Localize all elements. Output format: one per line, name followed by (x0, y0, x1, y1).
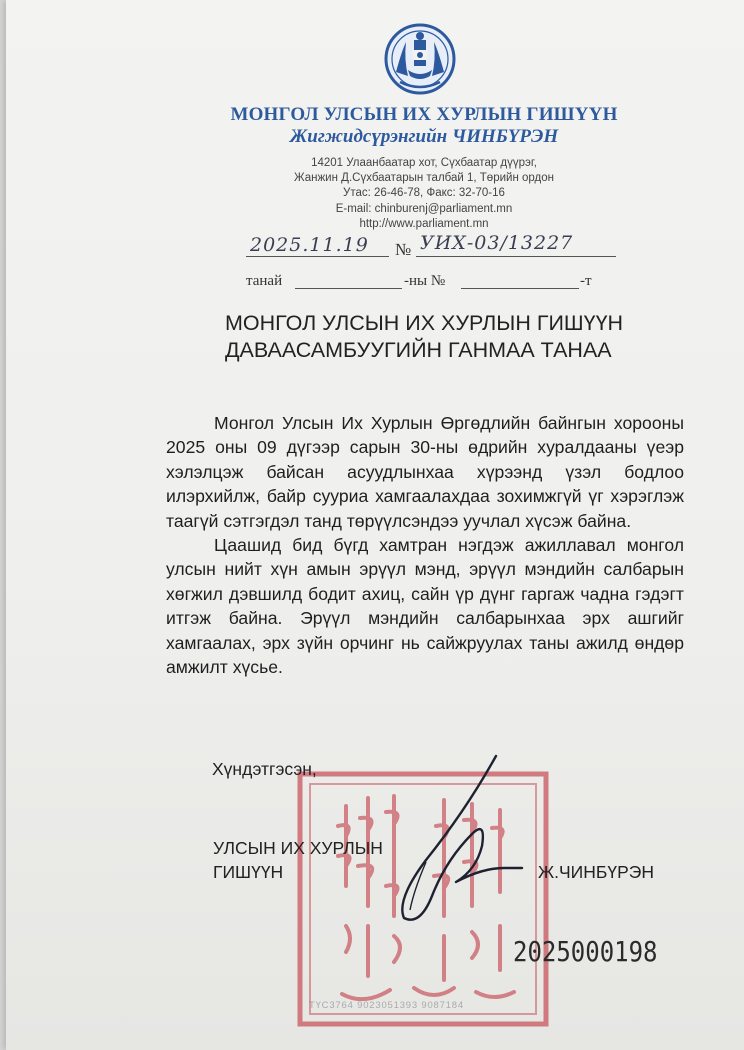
address-line-2: Жанжин Д.Сүхбаатарын талбай 1, Төрийн ордон (294, 172, 554, 185)
email: E-mail: chinburenj@parliament.mn (335, 202, 513, 215)
serial-number: 2025000198 (513, 935, 658, 969)
number-label: № (395, 240, 412, 259)
reply-prefix: танай (246, 273, 283, 289)
body-paragraph-1: Монгол Улсын Их Хурлын Өргөдлийн байнгын хорооны 2025 оны 09 дүгээр сарын 30-ны өдрийн хуралдааны үеэр хэлэлцэж байсан асуудлынхаа хүрээнд үзэл бодлоо илэрхийлж, байр сууриа хамгаалахдаа зохимжгүй үг хэрэглэж таагүй сэтгэгдэл танд төрүүлсэндээ уучлал хүсэж байна. (166, 413, 684, 531)
reply-number-blank (461, 288, 579, 289)
addressee-line-1: МОНГОЛ УЛСЫН ИХ ХУРЛЫН ГИШҮҮН (225, 311, 624, 335)
address-line-1: 14201 Улаанбаатар хот, Сүхбаатар дүүрэг, (311, 157, 537, 169)
addressee-line-2: ДАВААСАМБУУГИЙН ГАНМАА ТАНАА (225, 338, 612, 362)
number-handwritten: УИХ-03/13227 (420, 232, 574, 254)
closing-salutation: Хүндэтгэсэн, (212, 759, 317, 779)
handwritten-signature-icon (386, 750, 526, 930)
signer-title-line-1: УЛСЫН ИХ ХУРЛЫН (213, 838, 383, 858)
reply-suffix: -т (580, 273, 592, 289)
signer-title-line-2: ГИШҮҮН (213, 862, 284, 882)
body-paragraph-2: Цаашид бид бүгд хамтран нэгдэж ажиллавал монгол улсын нийт хүн амын эрүүл мэнд, эрүүл мэндийн салбарын хөгжил дэвшилд бодит ахиц, сайн үр дүнг гаргаж чадна гэдэгт итгэж байна. Эрүүл мэндийн салбарынхаа эрх ашгийг хамгаалах, эрх зүйн орчинг нь сайжруулах таны ажилд өндөр амжилт хүсье. (166, 535, 684, 678)
contact-block (6, 156, 744, 232)
org-title: МОНГОЛ УЛСЫН ИХ ХУРЛЫН ГИШҮҮН (230, 104, 618, 125)
letter-body (166, 411, 684, 679)
signer-name: Ж.ЧИНБҮРЭН (538, 862, 655, 882)
number-blank (416, 256, 616, 257)
stamp-footer-numbers: ТҮС3764 9023051393 9087184 (309, 1000, 464, 1011)
letter-page (6, 0, 744, 1050)
state-emblem-icon (382, 20, 458, 98)
website: http://www.parliament.mn (359, 217, 489, 230)
reply-middle: -ны № (404, 273, 446, 289)
date-blank (246, 256, 389, 257)
phone-fax: Утас: 26-46-78, Факс: 32-70-16 (343, 187, 505, 200)
reply-date-blank (295, 288, 402, 289)
member-name: Жигжидсүрэнгийн ЧИНБҮРЭН (289, 126, 559, 147)
date-handwritten: 2025.11.19 (250, 234, 369, 256)
